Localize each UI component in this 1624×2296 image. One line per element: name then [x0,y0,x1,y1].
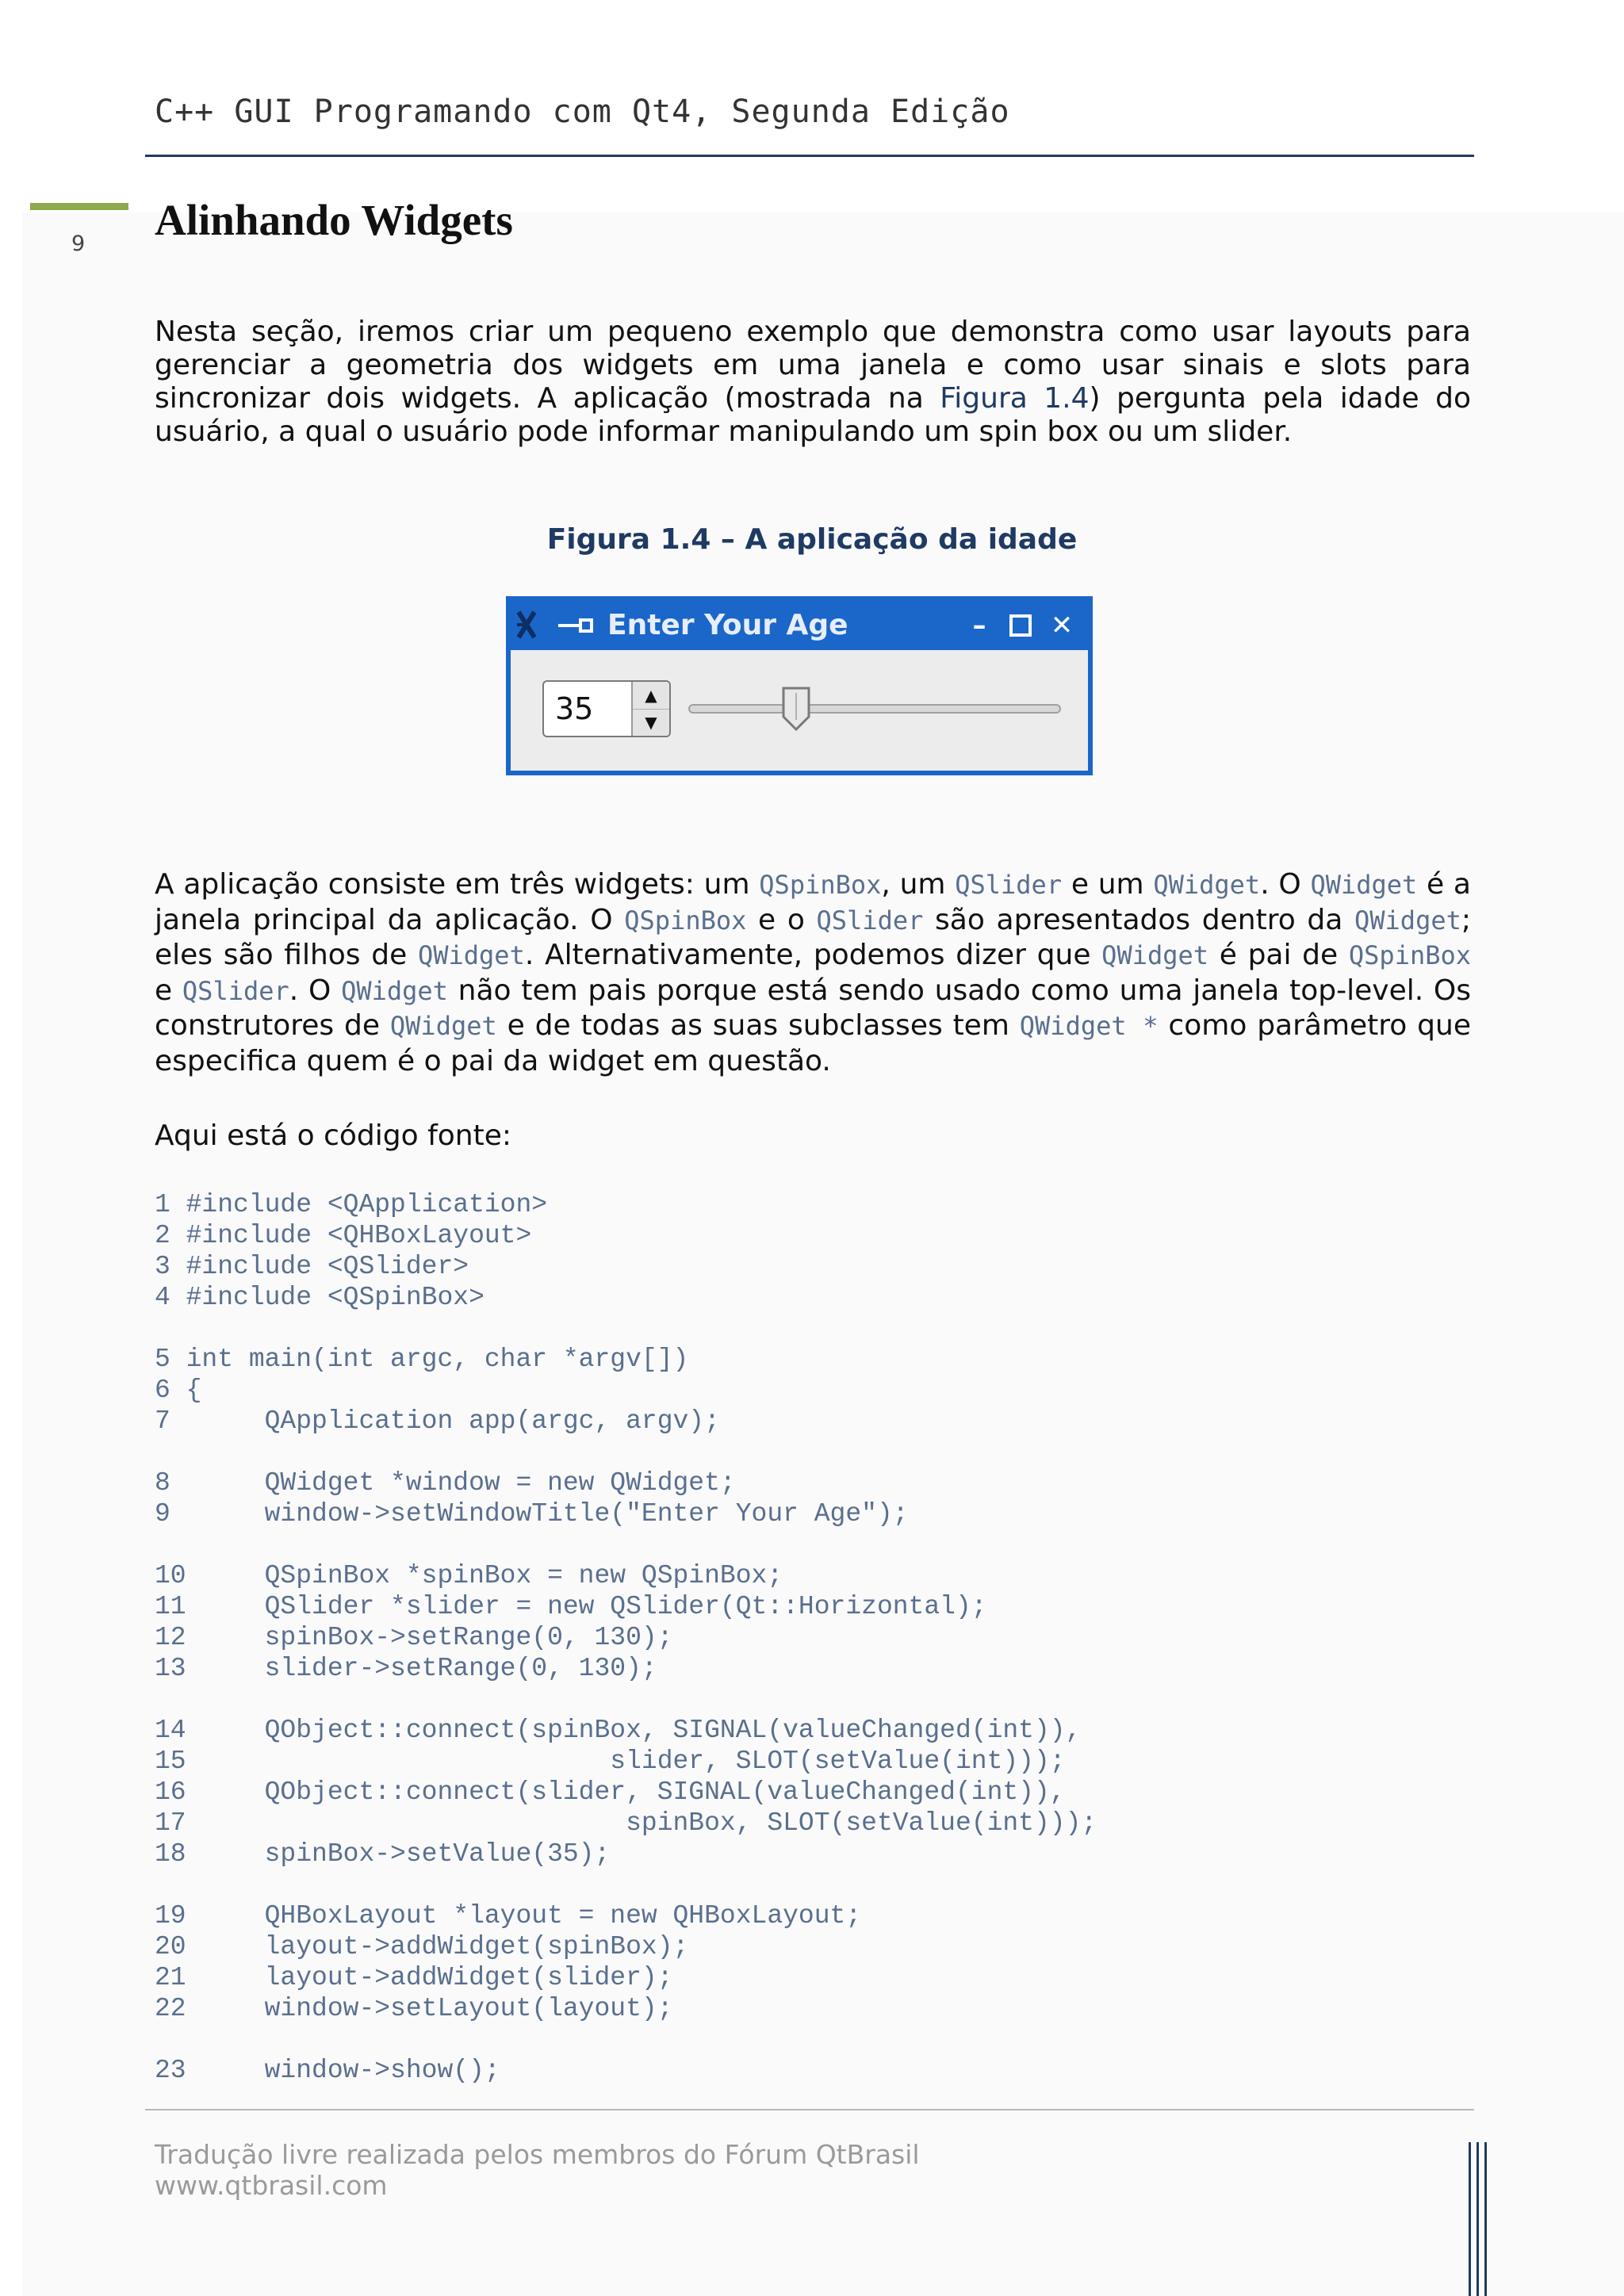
code-line: 23 window->show(); [155,2056,500,2085]
text-run: , um [881,868,956,901]
code-term: QSpinBox [1348,940,1472,970]
text-run: ; eles são filhos de [155,903,1471,971]
text-run: e de todas as suas subclasses tem [496,1009,1020,1042]
spin-down-icon: ▼ [645,713,657,732]
figure-caption: Figura 1.4 – A aplicação da idade [546,523,1078,556]
running-header: C++ GUI Programando com Qt4, Segunda Edição [155,94,1010,130]
code-line: 1 #include <QApplication> [155,1190,548,1219]
code-line: 20 layout->addWidget(spinBox); [155,1932,689,1961]
age-spinbox [542,680,671,737]
text-run: é pai de [1208,939,1349,971]
code-line: 13 slider->setRange(0, 130); [155,1654,657,1683]
code-blank-line [155,1869,1097,1900]
text-run: como parâmetro que especifica quem é o pai da widget em questão. [155,1009,1472,1077]
code-term: QSpinBox [624,905,747,936]
window-title: Enter Your Age [607,609,848,641]
age-slider [688,685,1061,733]
code-blank-line [155,2024,1097,2055]
window-titlebar [511,601,1088,650]
code-term: QWidget [1153,870,1261,900]
code-line: 7 QApplication app(argc, argv); [155,1406,720,1436]
code-blank-line [155,1684,1097,1715]
close-icon: ✕ [1050,610,1074,641]
code-listing [155,1189,1097,2086]
code-line: 12 spinBox->setRange(0, 130); [155,1623,673,1652]
code-line: 10 QSpinBox *spinBox = new QSpinBox; [155,1561,783,1590]
source-intro: Aqui está o código fonte: [155,1119,511,1152]
spinbox-value: 35 [555,691,594,726]
code-blank-line [155,1529,1097,1560]
code-term: QWidget [1101,940,1209,970]
intro-text-start: Nesta seção, iremos criar um pequeno exemplo que demonstra como usar layouts para gerenciar a geometria dos widgets em uma janela e como usar sinais e slots para sincronizar dois widgets. A aplicação (mostrada na [155,316,1471,415]
code-term: QSlider [182,975,289,1006]
code-line: 8 QWidget *window = new QWidget; [155,1468,736,1498]
footer-decoration [1469,2142,1491,2296]
footer-rule [145,2109,1474,2110]
header-rule [145,155,1474,157]
footer-url[interactable]: www.qtbrasil.com [155,2170,388,2201]
code-line: 14 QObject::connect(spinBox, SIGNAL(valueChanged(int)), [155,1716,1082,1745]
code-line: 15 slider, SLOT(setValue(int))); [155,1747,1066,1776]
footer [155,2139,920,2201]
spinbox-buttons [631,682,669,736]
code-line: 4 #include <QSpinBox> [155,1283,485,1312]
code-line: 3 #include <QSlider> [155,1252,469,1281]
figure-link[interactable]: Figura 1.4 [940,382,1090,415]
code-term: QSlider [816,905,924,936]
slider-handle [780,685,812,731]
widgets-paragraph [155,867,1471,1079]
text-run: A aplicação consiste em três widgets: um [155,868,760,901]
text-run: e um [1062,868,1154,901]
code-line: 18 spinBox->setValue(35); [155,1839,611,1869]
code-term: QWidget [341,975,448,1006]
app-icon [515,609,555,641]
section-title: Alinhando Widgets [155,196,513,244]
code-blank-line [155,1437,1097,1468]
code-line: 9 window->setWindowTitle("Enter Your Age"); [155,1499,909,1529]
text-run: são apresentados dentro da [923,903,1354,936]
code-line: 5 int main(int argc, char *argv[]) [155,1345,689,1374]
qt-window-screenshot [506,596,1093,775]
code-term: QWidget [1310,870,1418,900]
code-blank-line [155,1313,1097,1344]
code-line: 19 QHBoxLayout *layout = new QHBoxLayout; [155,1901,862,1931]
intro-paragraph [155,316,1471,449]
code-term: QWidget [1354,905,1461,936]
text-run: e [155,974,182,1007]
code-term: QWidget * [1019,1011,1159,1041]
code-line: 22 window->setLayout(layout); [155,1994,673,2023]
window-body [511,650,1088,771]
text-run: é a janela principal da aplicação. O [155,868,1471,936]
code-term: QWidget [417,940,525,970]
minimize-icon: – [972,610,986,641]
intro-text-end: ) pergunta pela idade do usuário, a qual o usuário pode informar manipulando um spin box ou um slider. [155,382,1471,448]
text-run: e o [746,903,817,936]
code-line: 16 QObject::connect(slider, SIGNAL(valueChanged(int)), [155,1777,1066,1807]
page-marker-bar [30,203,128,210]
code-line: 6 { [155,1376,202,1405]
text-run: . Alternativamente, podemos dizer que [524,939,1102,971]
code-line: 17 spinBox, SLOT(setValue(int))); [155,1808,1097,1838]
code-line: 2 #include <QHBoxLayout> [155,1221,532,1250]
maximize-icon [1007,612,1034,639]
code-line: 21 layout->addWidget(slider); [155,1963,673,1992]
code-term: QWidget [389,1011,497,1041]
text-run: não tem pais porque está sendo usado como uma janela top-level. Os construtores de [155,974,1472,1042]
page-number: 9 [71,232,86,256]
text-run: . O [1260,868,1311,901]
pin-icon [557,617,596,634]
code-term: QSlider [955,870,1063,900]
text-run: . O [289,974,342,1007]
slider-groove [688,704,1061,714]
spin-up-icon: ▲ [633,682,669,710]
code-term: QSpinBox [759,870,882,900]
footer-credit: Tradução livre realizada pelos membros do Fórum QtBrasil [155,2139,920,2170]
code-line: 11 QSlider *slider = new QSlider(Qt::Horizontal); [155,1592,987,1621]
